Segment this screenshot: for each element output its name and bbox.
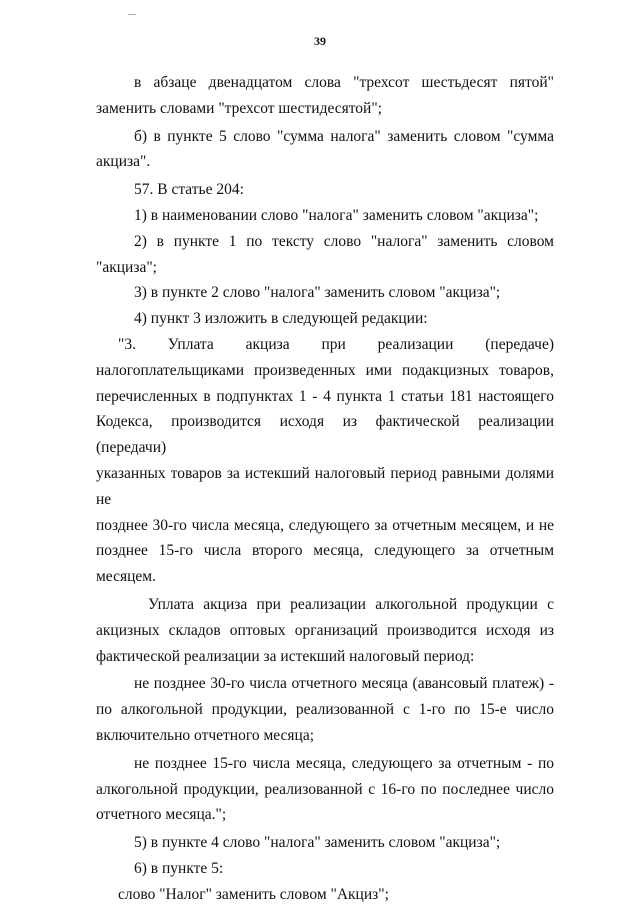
text-line: алкогольной продукции, реализованной с 16-го по последнее число xyxy=(96,780,554,798)
text-line: 57. В статье 204: xyxy=(134,181,244,199)
text-line: включительно отчетного месяца; xyxy=(96,726,315,744)
text-line: акцизных складов оптовых организаций производится исходя из xyxy=(96,621,554,639)
text-line: 2) в пункте 1 по тексту слово "налога" заменить словом "акциза"; xyxy=(96,232,554,276)
text-line: 1) в наименовании слово "налога" заменить словом "акциза"; xyxy=(134,206,539,224)
text-line: отчетного месяца."; xyxy=(96,806,227,824)
text-line: по алкогольной продукции, реализованной с 1-го по 15-е число xyxy=(96,701,554,719)
text-line: в абзаце двенадцатом слова "трехсот шестьдесят пятой" xyxy=(134,74,554,91)
text-line: позднее 30-го числа месяца, следующего за отчетным месяцем, и не xyxy=(96,516,554,534)
text-line: не позднее 30-го числа отчетного месяца (авансовый платеж) - xyxy=(134,675,554,693)
document-body xyxy=(96,70,554,908)
text-line: налогоплательщиками произведенных ими подакцизных товаров, xyxy=(96,361,554,379)
text-line: Кодекса, производится исходя из фактической реализации (передачи) xyxy=(96,413,554,457)
text-line: фактической реализации за истекший налоговый период: xyxy=(96,647,475,665)
scan-mark xyxy=(128,14,136,15)
text-line: 6) в пункте 5: xyxy=(134,859,224,877)
text-line: Уплата акциза при реализации алкогольной продукции с xyxy=(148,595,554,613)
text-line: позднее 15-го числа второго месяца, следующего за отчетным xyxy=(96,542,554,560)
text-line: 3) в пункте 2 слово "налога" заменить словом "акциза"; xyxy=(134,284,501,302)
text-line: не позднее 15-го числа месяца, следующего за отчетным - по xyxy=(134,754,554,772)
text-line: перечисленных в подпунктах 1 - 4 пункта 1 статьи 181 настоящего xyxy=(96,387,554,405)
page-number: 39 xyxy=(314,34,326,48)
text-line: заменить словами "трехсот шестидесятой"; xyxy=(96,99,382,117)
text-line: указанных товаров за истекший налоговый период равными долями не xyxy=(96,464,554,508)
text-line: слово "Налог" заменить словом "Акциз"; xyxy=(118,885,389,903)
text-line: 4) пункт 3 изложить в следующей редакции: xyxy=(134,310,428,328)
text-line: акциза". xyxy=(96,153,151,171)
text-line: "3. Уплата акциза при реализации (передаче) xyxy=(118,335,554,353)
text-line: 5) в пункте 4 слово "налога" заменить словом "акциза"; xyxy=(134,834,501,852)
text-line: месяцем. xyxy=(96,568,156,586)
text-line: б) в пункте 5 слово "сумма налога" заменить словом "сумма xyxy=(134,127,554,145)
